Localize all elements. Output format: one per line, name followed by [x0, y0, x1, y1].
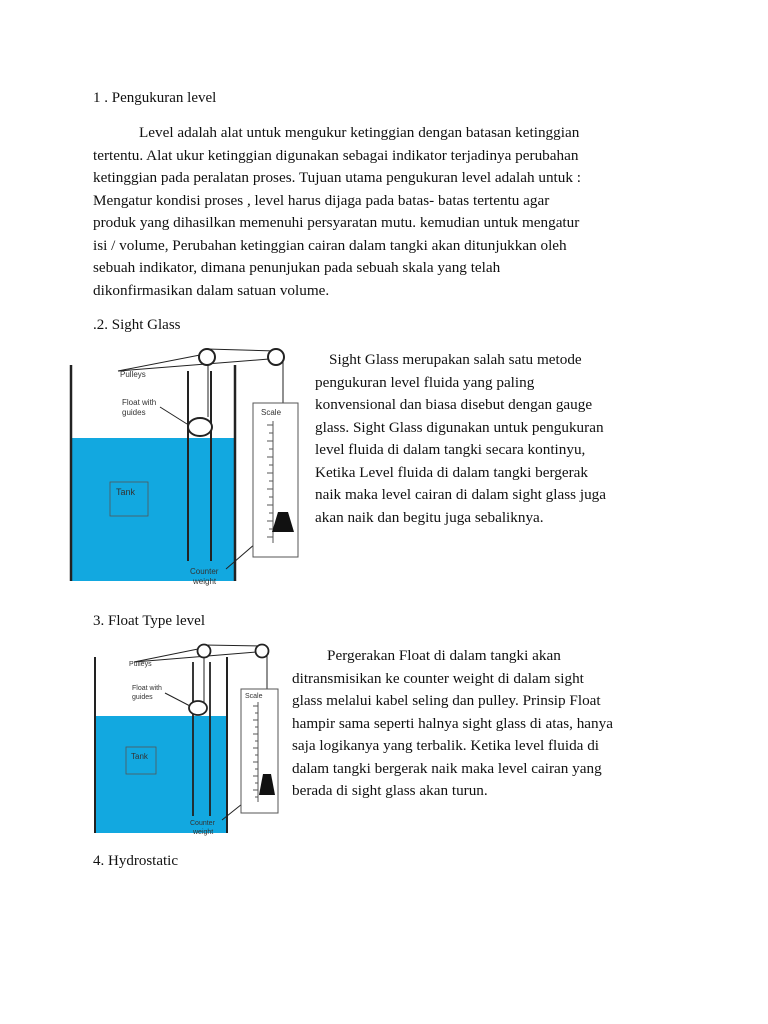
pointer-float [165, 693, 190, 706]
counter-label-line-1: Counter [190, 820, 215, 827]
paragraph-line: dalam tangki bergerak naik maka level cairan yang [292, 760, 602, 777]
float-label-line-2: guides [122, 408, 146, 417]
section-4-heading: 4. Hydrostatic [93, 853, 178, 869]
paragraph-line: glass. Sight Glass digunakan untuk pengukuran [315, 419, 604, 436]
pulleys-label: Pulleys [129, 661, 152, 668]
tank-water [95, 716, 227, 833]
pointer-pulley-1 [118, 355, 200, 371]
pulley-icon [268, 349, 284, 365]
paragraph-line: Ketika Level fluida di dalam tangki bergerak [315, 464, 588, 481]
paragraph-line: ketinggian pada peralatan proses. Tujuan utama pengukuran level adalah untuk : [93, 169, 581, 186]
float-icon [189, 701, 207, 715]
paragraph-line: isi / volume, Perubahan ketinggian cairan dalam tangki akan ditunjukkan oleh [93, 237, 567, 254]
paragraph-line: dikonfirmasikan dalam satuan volume. [93, 282, 330, 299]
paragraph-line: hampir sama seperti halnya sight glass di atas, hanya [292, 715, 613, 732]
float-type-diagram [92, 640, 292, 840]
scale-label: Scale [261, 408, 282, 417]
pulleys-label: Pulleys [120, 370, 146, 379]
scale-box [253, 403, 298, 557]
paragraph-line: Level adalah alat untuk mengukur ketinggian dengan batasan ketinggian [139, 124, 580, 141]
section-1-heading: 1 . Pengukuran level [93, 90, 217, 106]
tank-label: Tank [116, 487, 136, 497]
section-3-heading: 3. Float Type level [93, 613, 205, 629]
pulley-icon [198, 645, 211, 658]
paragraph-line: produk yang dihasilkan memenuhi persyaratan mutu. kemudian untuk mengatur [93, 214, 580, 231]
paragraph-line: akan naik dan begitu juga sebaliknya. [315, 509, 544, 526]
pulley-icon [199, 349, 215, 365]
paragraph-line: glass melalui kabel seling dan pulley. Prinsip Float [292, 692, 601, 709]
sight-glass-diagram [66, 343, 311, 588]
paragraph-line: pengukuran level fluida yang paling [315, 374, 535, 391]
paragraph-line: konvensional dan biasa disebut dengan gauge [315, 396, 593, 413]
section-2-heading: .2. Sight Glass [93, 317, 181, 333]
counter-label-line-1: Counter [190, 567, 219, 576]
pointer-float [160, 407, 187, 424]
paragraph-line: Pergerakan Float di dalam tangki akan [327, 647, 561, 664]
pointer-pulley-2 [134, 652, 256, 662]
pulley-icon [256, 645, 269, 658]
paragraph-line: naik maka level cairan di dalam sight glass juga [315, 486, 607, 503]
counter-label-line-2: weight [193, 577, 217, 586]
cable-top [204, 645, 262, 646]
scale-label: Scale [245, 693, 263, 700]
paragraph-line: Mengatur kondisi proses , level harus dijaga pada batas- batas tertentu agar [93, 192, 550, 209]
paragraph-line: sebuah indikator, dimana penunjukan pada sebuah skala yang telah [93, 259, 501, 276]
float-icon [188, 418, 212, 436]
float-label-line-2: guides [132, 694, 153, 701]
tank-label: Tank [131, 752, 148, 761]
paragraph-line: saja logikanya yang terbalik. Ketika level fluida di [292, 737, 600, 754]
float-label-line-1: Float with [132, 685, 162, 692]
paragraph-line: ditransmisikan ke counter weight di dalam sight [292, 670, 584, 687]
cable-top [207, 349, 276, 351]
paragraph-line: Sight Glass merupakan salah satu metode [329, 351, 582, 368]
paragraph-line: tertentu. Alat ukur ketinggian digunakan sebagai indikator terjadinya perubahan [93, 147, 579, 164]
float-label-line-1: Float with [122, 398, 157, 407]
counter-label-line-2: weight [193, 829, 214, 836]
paragraph-line: berada di sight glass akan turun. [292, 782, 488, 799]
paragraph-line: level fluida di dalam tangki secara kontinyu, [315, 441, 586, 458]
